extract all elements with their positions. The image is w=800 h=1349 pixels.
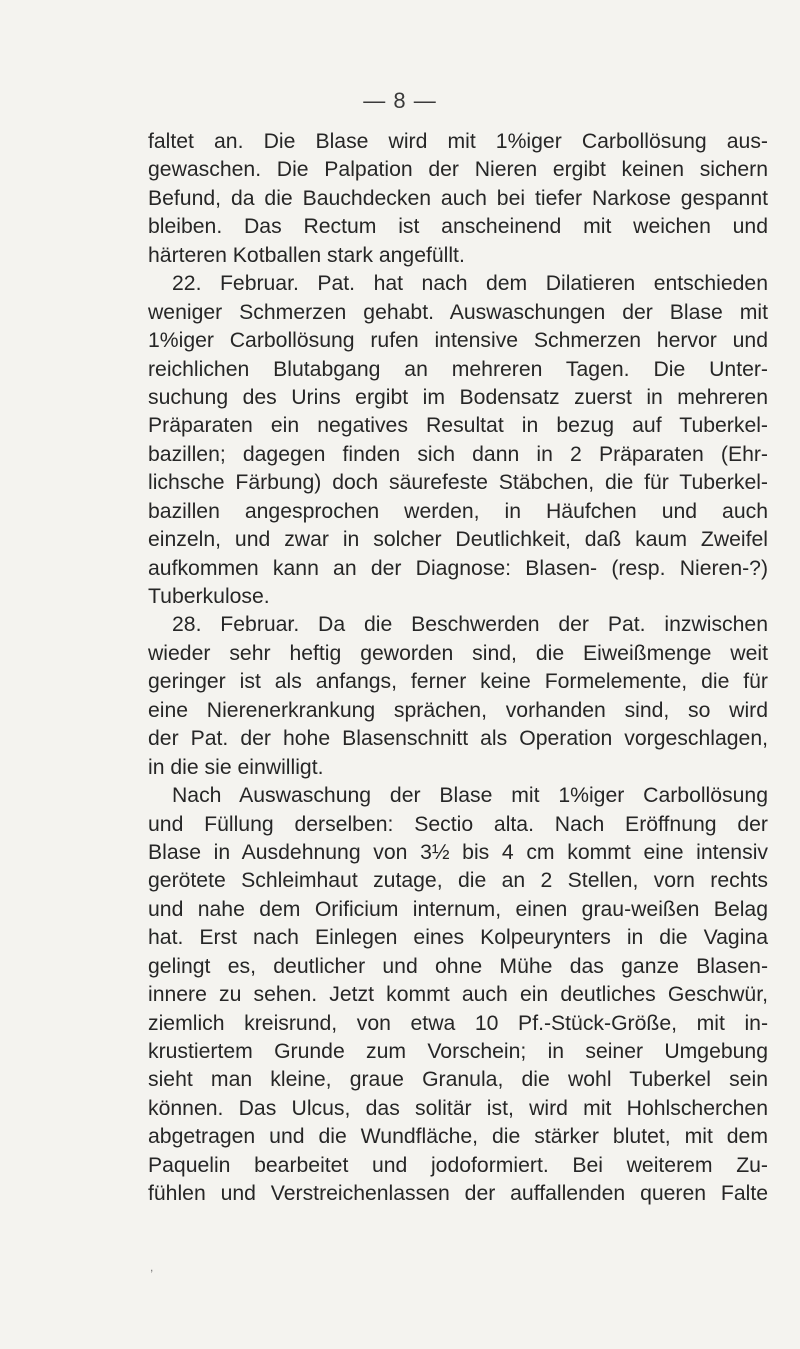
text-line: wieder sehr heftig geworden sind, die Eiweißmenge weit xyxy=(148,641,768,665)
text-line: Blase in Ausdehnung von 3½ bis 4 cm kommt eine intensiv xyxy=(148,840,768,864)
text-line: gewaschen. Die Palpation der Nieren ergibt keinen sichern xyxy=(148,158,768,182)
text-line: reichlichen Blutabgang an mehreren Tagen. Die Unter- xyxy=(148,357,768,381)
text-line: fühlen und Verstreichenlassen der auffallenden queren Falte xyxy=(148,1182,768,1206)
text-line: bazillen; dagegen finden sich dann in 2 Präparaten (Ehr- xyxy=(148,442,768,466)
text-line: Nach Auswaschung der Blase mit 1%iger Carbollösung xyxy=(172,784,768,808)
text-line: bazillen angesprochen werden, in Häufchen und auch xyxy=(148,499,768,523)
text-line: suchung des Urins ergibt im Bodensatz zuerst in mehreren xyxy=(148,385,768,409)
text-line: krustiertem Grunde zum Vorschein; in seiner Umgebung xyxy=(148,1040,768,1063)
text-line: hat. Erst nach Einlegen eines Kolpeurynters in die Vagina xyxy=(148,926,768,950)
text-line: geringer ist als anfangs, ferner keine Formelemente, die für xyxy=(148,670,768,694)
text-line: gerötete Schleimhaut zutage, die an 2 Stellen, vorn rechts xyxy=(148,869,768,893)
text-line: faltet an. Die Blase wird mit 1%iger Carbollösung aus- xyxy=(148,130,768,153)
text-line: der Pat. der hohe Blasenschnitt als Operation vorgeschlagen, xyxy=(148,727,768,751)
text-line: ziemlich kreisrund, von etwa 10 Pf.-Stück-Größe, mit in- xyxy=(148,1011,768,1035)
text-line: sieht man kleine, graue Granula, die wohl Tuberkel sein xyxy=(148,1068,768,1092)
text-line: aufkommen kann an der Diagnose: Blasen- (resp. Nieren-?) xyxy=(148,556,768,580)
text-line: einzeln, und zwar in solcher Deutlichkeit, daß kaum Zweifel xyxy=(148,528,768,552)
text-line: Paquelin bearbeitet und jodoformiert. Bei weiterem Zu- xyxy=(148,1153,768,1177)
text-line: weniger Schmerzen gehabt. Auswaschungen der Blase mit xyxy=(148,300,768,324)
page-number-header: — 8 — xyxy=(363,88,437,113)
text-line: innere zu sehen. Jetzt kommt auch ein deutliches Geschwür, xyxy=(148,983,768,1007)
text-line: können. Das Ulcus, das solitär ist, wird mit Hohlscherchen xyxy=(148,1096,768,1120)
text-line: abgetragen und die Wundfläche, die stärker blutet, mit dem xyxy=(148,1125,768,1149)
text-line: und nahe dem Orificium internum, einen grau-weißen Belag xyxy=(148,897,768,921)
text-line: 1%iger Carbollösung rufen intensive Schmerzen hervor und xyxy=(148,329,768,353)
text-line: 28. Februar. Da die Beschwerden der Pat. inzwischen xyxy=(172,613,768,637)
stray-mark: , xyxy=(150,1260,154,1274)
text-line: Befund, da die Bauchdecken auch bei tiefer Narkose gespannt xyxy=(148,186,768,210)
text-line: gelingt es, deutlicher und ohne Mühe das ganze Blasen- xyxy=(148,954,768,978)
text-line: eine Nierenerkrankung sprächen, vorhanden sind, so wird xyxy=(148,698,768,722)
body-text xyxy=(148,128,768,1209)
text-line: härteren Kotballen stark angefüllt. xyxy=(148,243,465,267)
text-line: lichsche Färbung) doch säurefeste Stäbchen, die für Tuberkel- xyxy=(148,471,768,495)
text-line: in die sie einwilligt. xyxy=(148,755,324,779)
text-line: 22. Februar. Pat. hat nach dem Dilatieren entschieden xyxy=(172,272,768,296)
text-line: Tuberkulose. xyxy=(148,585,270,608)
text-line: und Füllung derselben: Sectio alta. Nach Eröffnung der xyxy=(148,812,768,836)
text-line: Präparaten ein negatives Resultat in bezug auf Tuberkel- xyxy=(148,414,768,438)
text-line: bleiben. Das Rectum ist anscheinend mit weichen und xyxy=(148,215,768,239)
